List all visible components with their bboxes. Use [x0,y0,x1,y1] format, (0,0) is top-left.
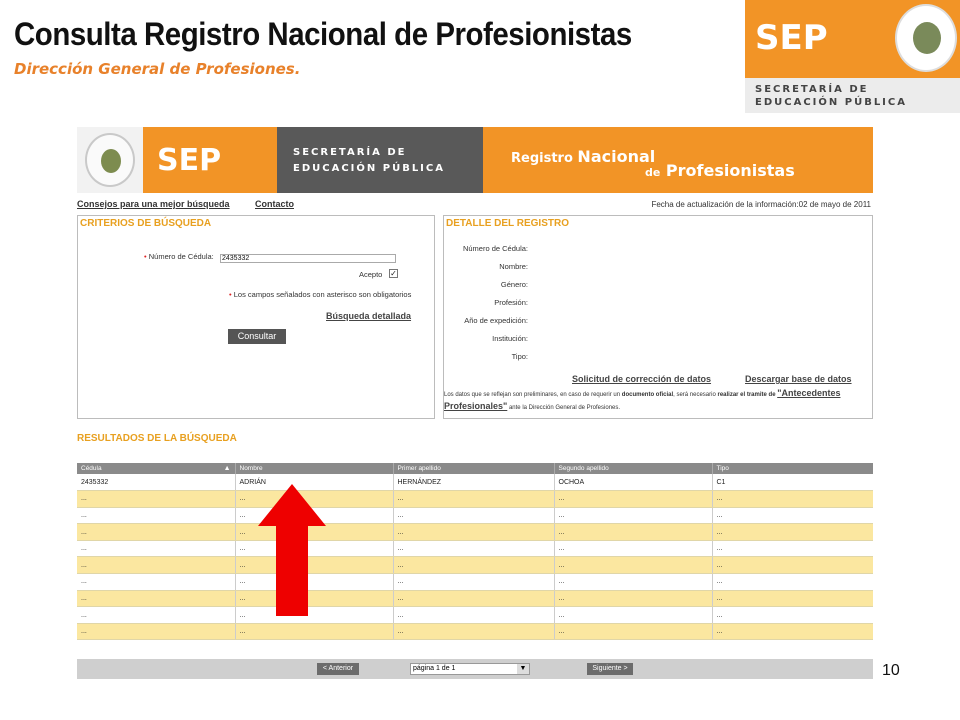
table-row[interactable] [77,524,873,541]
table-cell: ... [393,623,554,640]
page-number: 10 [882,662,900,679]
table-cell: ... [712,557,873,574]
table-cell: ... [554,491,712,508]
solicitud-correccion-link[interactable]: Solicitud de corrección de datos [572,374,712,384]
table-cell: ... [712,540,873,557]
banner-secretaria: SECRETARÍA DE EDUCACIÓN PÚBLICA [293,147,445,174]
acepto-checkbox[interactable]: ✓ [390,269,397,278]
table-cell: ... [712,507,873,524]
column-header-cedula[interactable]: Cédula ▲ [77,463,235,474]
table-cell: ... [235,507,393,524]
sep-logo [745,0,960,113]
contacto-link[interactable]: Contacto [255,199,294,209]
table-cell: ... [712,590,873,607]
preliminary-note: Los datos que se reflejan son preliminares, en caso de requerir un documento oficial, será necesario realizar el tramite de "Antecedentes Profesionales" ante la Dirección General de Profesiones. [444,388,841,411]
table-cell: ... [235,557,393,574]
site-banner [77,127,873,193]
previous-page-button[interactable]: < Anterior [317,663,359,675]
next-page-button[interactable]: Siguiente > [587,663,633,675]
table-cell: ... [77,623,235,640]
acepto-label: Acepto [359,270,383,279]
table-cell: ... [77,507,235,524]
table-cell: ... [77,491,235,508]
nav-bar [77,197,873,211]
table-row[interactable] [77,574,873,591]
banner-sep: SEP [157,143,222,178]
coat-of-arms-icon [895,4,957,72]
table-row[interactable] [77,590,873,607]
table-cell: ... [554,590,712,607]
table-cell: ... [393,607,554,624]
update-date: Fecha de actualización de la información:02 de mayo de 2011 [651,200,871,209]
table-cell: ... [712,574,873,591]
table-cell: ... [77,607,235,624]
table-row[interactable] [77,540,873,557]
column-header-tipo[interactable]: Tipo [712,463,873,474]
table-cell: ... [554,623,712,640]
search-criteria-title: CRITERIOS DE BÚSQUEDA [80,218,212,229]
table-cell: ... [235,574,393,591]
table-cell: ... [235,623,393,640]
table-cell: HERNÁNDEZ [393,474,554,491]
descargar-base-link[interactable]: Descargar base de datos [745,374,852,384]
table-cell: ... [235,540,393,557]
banner-registro: Registro [511,151,573,166]
detail-label-institucion: Institución: [492,334,528,343]
detail-label-nombre: Nombre: [499,262,528,271]
detail-label-anio: Año de expedición: [464,316,528,325]
coat-of-arms-icon [77,127,143,193]
results-table [77,463,873,640]
sep-logo-subtitle: SECRETARÍA DE EDUCACIÓN PÚBLICA [755,84,907,108]
table-cell: ... [77,540,235,557]
table-row[interactable] [77,507,873,524]
column-header-nombre[interactable]: Nombre [235,463,393,474]
required-note: Los campos señalados con asterisco son obligatorios [233,290,412,299]
table-cell: ... [393,574,554,591]
web-page-screenshot [77,127,873,679]
sep-logo-text: SEP [755,18,828,58]
chevron-down-icon[interactable]: ▼ [517,664,529,674]
busqueda-detallada-link[interactable]: Búsqueda detallada [326,311,412,321]
consultar-button[interactable]: Consultar [228,329,286,344]
table-cell: ... [393,507,554,524]
table-cell: ... [554,524,712,541]
red-arrow-annotation [258,484,326,616]
column-header-segundo-apellido[interactable]: Segundo apellido [554,463,712,474]
table-row[interactable] [77,557,873,574]
consejos-link[interactable]: Consejos para una mejor búsqueda [77,199,230,209]
banner-de: de [645,166,661,179]
antecedentes-profesionales-link[interactable]: "Antecedentes Profesionales" [444,388,841,411]
slide-title: Consulta Registro Nacional de Profesionistas [14,16,632,52]
table-cell: ... [554,540,712,557]
table-cell: ... [712,524,873,541]
table-cell: ... [554,607,712,624]
table-cell: ... [712,607,873,624]
table-cell: ... [393,557,554,574]
page-select[interactable]: página 1 de 1 ▼ [410,663,530,675]
table-row[interactable] [77,491,873,508]
table-cell: ... [235,491,393,508]
table-cell: C1 [712,474,873,491]
cedula-input[interactable]: 2435332 [220,254,396,263]
table-row[interactable] [77,623,873,640]
table-cell: ... [393,491,554,508]
table-cell: ADRIÁN [235,474,393,491]
table-cell: ... [712,491,873,508]
table-cell: ... [235,590,393,607]
detail-label-tipo: Tipo: [511,352,528,361]
table-cell: ... [393,540,554,557]
table-cell: ... [235,607,393,624]
detail-label-cedula: Número de Cédula: [462,244,528,253]
detail-label-genero: Género: [500,280,528,289]
table-cell: ... [393,590,554,607]
banner-nacional: Nacional [577,147,656,166]
pagination-bar [77,659,873,679]
table-cell: OCHOA [554,474,712,491]
search-criteria-panel: CRITERIOS DE BÚSQUEDA • Número de Cédula: 2435332 Acepto ✓ • Los campos señalados con asterisco son obligatorios Búsqueda detallada Consultar [77,215,435,419]
table-cell: ... [77,574,235,591]
table-cell: ... [554,557,712,574]
table-cell: ... [393,524,554,541]
table-cell: ... [235,524,393,541]
column-header-primer-apellido[interactable]: Primer apellido [393,463,554,474]
record-detail-panel [443,215,873,419]
record-detail-title: DETALLE DEL REGISTRO [446,218,569,229]
table-cell: 2435332 [77,474,235,491]
table-cell: ... [554,574,712,591]
slide-subtitle: Dirección General de Profesiones. [14,60,301,78]
table-cell: ... [77,524,235,541]
table-row[interactable] [77,607,873,624]
cedula-label: Número de Cédula: [148,252,214,261]
results-title: RESULTADOS DE LA BÚSQUEDA [77,433,237,444]
table-cell: ... [77,590,235,607]
table-row[interactable] [77,474,873,491]
table-cell: ... [554,507,712,524]
sort-asc-icon[interactable]: ▲ [223,465,231,472]
banner-profesionistas: Profesionistas [665,161,795,180]
detail-label-profesion: Profesión: [494,298,528,307]
table-cell: ... [712,623,873,640]
table-cell: ... [77,557,235,574]
